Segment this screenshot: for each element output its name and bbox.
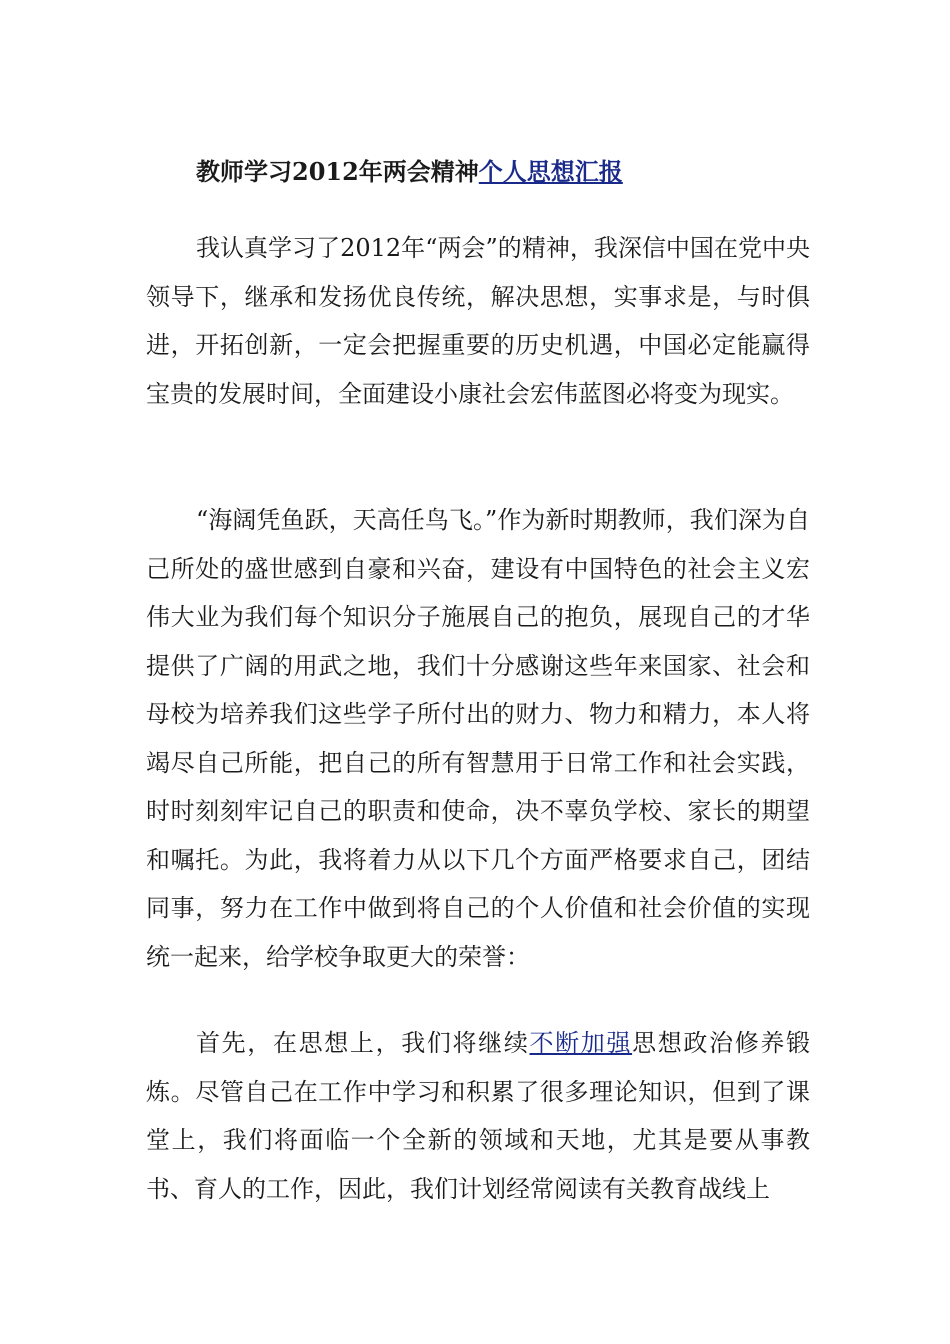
paragraph-3-text-end: 思想政治修养锻炼。尽管自己在工作中学习和积累了很多理论知识，但到了课堂上，我们将面临一个全新的领域和天地，尤其是要从事教书、育人的工作，因此，我们计划经常阅读有关教育战线上 — [146, 1029, 811, 1203]
paragraph-3 — [146, 1019, 810, 1213]
paragraph-3-link[interactable]: 不断加强 — [529, 1029, 633, 1057]
document-title — [196, 155, 623, 189]
paragraph-3-text-start: 首先，在思想上，我们将继续 — [196, 1029, 530, 1057]
title-link[interactable]: 个人思想汇报 — [478, 157, 623, 186]
paragraph-2: “海阔凭鱼跃，天高任鸟飞。”作为新时期教师，我们深为自己所处的盛世感到自豪和兴奋，建设有中国特色的社会主义宏伟大业为我们每个知识分子施展自己的抱负，展现自己的才华提供了广阔的用武之地，我们十分感谢这些年来国家、社会和母校为培养我们这些学子所付出的财力、物力和精力，本人将竭尽自己所能，把自己的所有智慧用于日常工作和社会实践，时时刻刻牢记自己的职责和使命，决不辜负学校、家长的期望和嘱托。为此，我将着力从以下几个方面严格要求自己，团结同事，努力在工作中做到将自己的个人价值和社会价值的实现统一起来，给学校争取更大的荣誉： — [146, 506, 810, 971]
paragraph-1: 我认真学习了2012年“两会”的精神，我深信中国在党中央领导下，继承和发扬优良传统，解决思想，实事求是，与时俱进，开拓创新，一定会把握重要的历史机遇，中国必定能赢得宝贵的发展时间，全面建设小康社会宏伟蓝图必将变为现实。 — [146, 234, 810, 408]
title-text: 教师学习2012年两会精神 — [196, 157, 479, 186]
